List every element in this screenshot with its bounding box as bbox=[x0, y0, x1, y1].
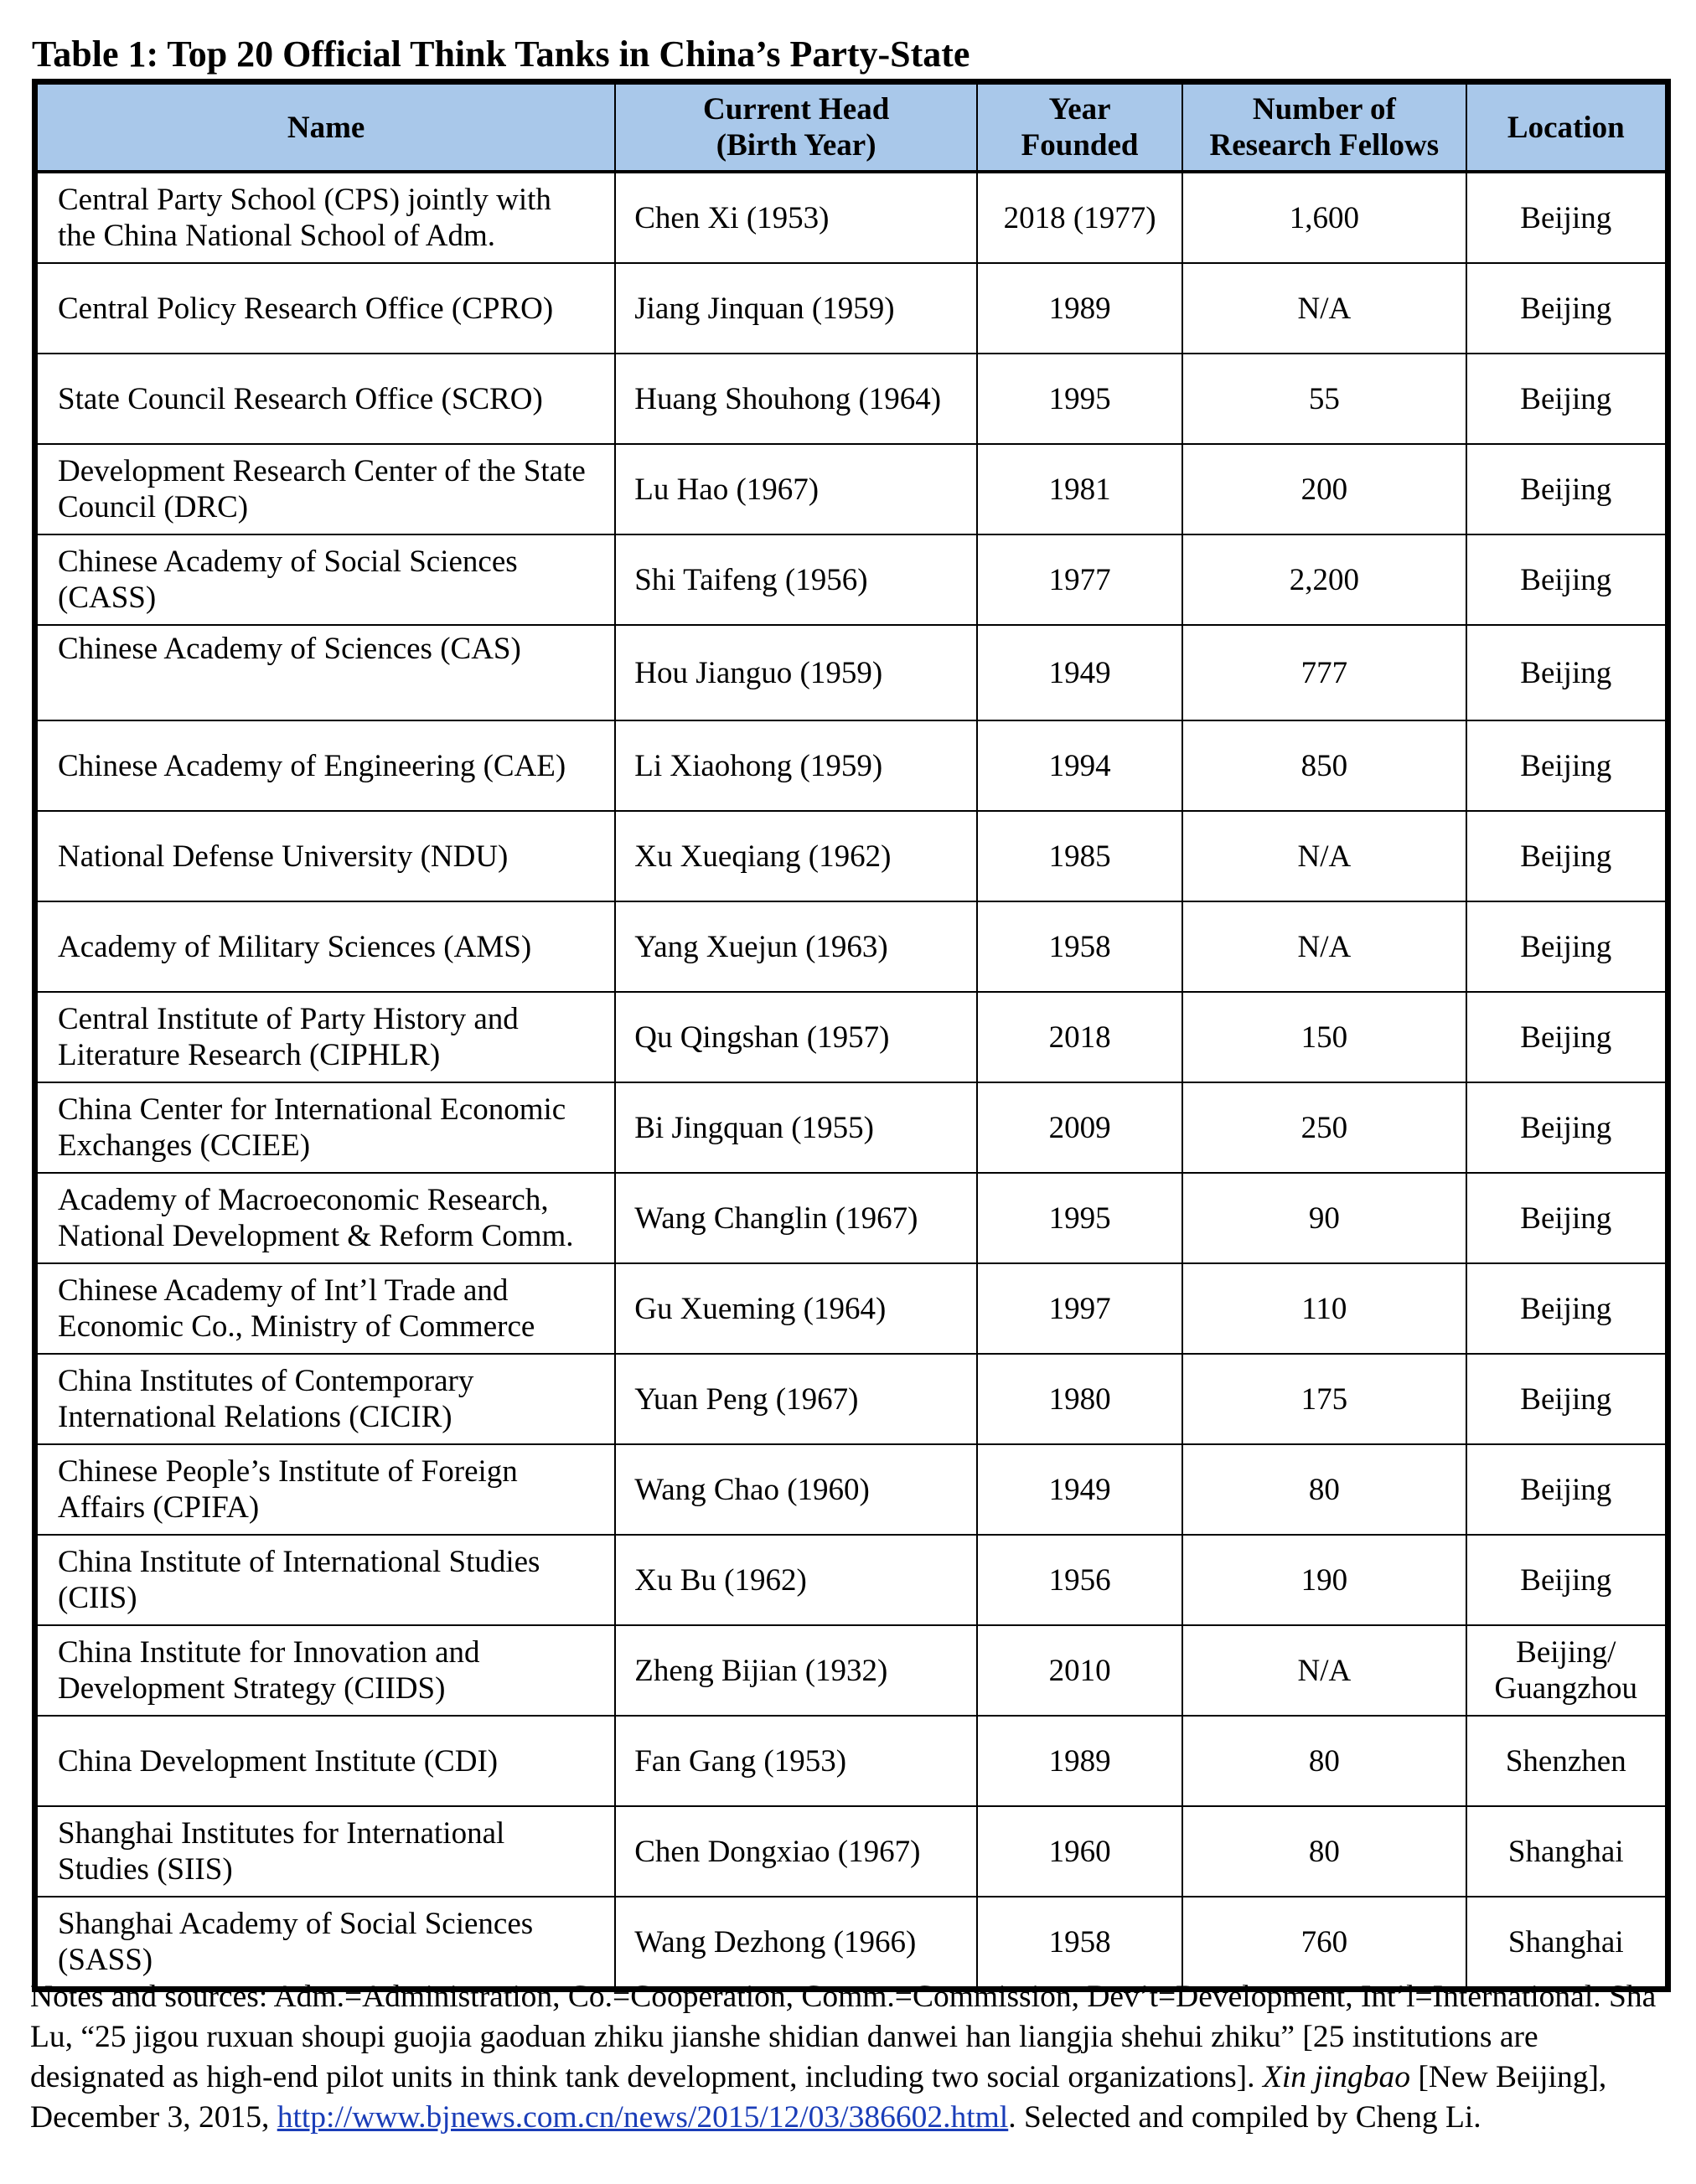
cell-research-fellows bbox=[1182, 1897, 1466, 1987]
table-row bbox=[37, 534, 1666, 625]
cell-name-text: Chinese Academy of Int’l Trade and bbox=[58, 1273, 509, 1308]
cell-current-head bbox=[615, 811, 977, 901]
table-body bbox=[37, 172, 1666, 1987]
cell-research-fellows-text: 80 bbox=[1308, 1834, 1340, 1869]
table-row bbox=[37, 1354, 1666, 1444]
cell-current-head-text: Qu Qingshan (1957) bbox=[634, 1020, 890, 1055]
cell-research-fellows-text: 90 bbox=[1308, 1200, 1340, 1236]
cell-research-fellows bbox=[1182, 1444, 1466, 1535]
cell-location-text: Beijing bbox=[1520, 748, 1612, 783]
cell-current-head-text: Chen Dongxiao (1967) bbox=[634, 1834, 921, 1869]
cell-name-text: Academy of Military Sciences (AMS) bbox=[58, 929, 532, 964]
cell-name bbox=[37, 1263, 615, 1354]
cell-research-fellows bbox=[1182, 263, 1466, 354]
cell-year-founded bbox=[977, 901, 1182, 992]
cell-location-text: Beijing bbox=[1520, 562, 1612, 597]
cell-year-founded bbox=[977, 1082, 1182, 1173]
table-row bbox=[37, 1263, 1666, 1354]
cell-research-fellows bbox=[1182, 1716, 1466, 1806]
cell-name-text: Economic Co., Ministry of Commerce bbox=[58, 1309, 535, 1344]
cell-research-fellows-text: N/A bbox=[1297, 839, 1352, 874]
cell-location bbox=[1466, 1716, 1666, 1806]
think-tank-table bbox=[36, 83, 1667, 1988]
cell-research-fellows bbox=[1182, 534, 1466, 625]
cell-location-text: Beijing bbox=[1520, 1020, 1612, 1055]
cell-research-fellows bbox=[1182, 1354, 1466, 1444]
cell-name-text: China Center for International Economic bbox=[58, 1092, 566, 1127]
cell-research-fellows-text: 200 bbox=[1300, 472, 1348, 507]
cell-current-head-text: Wang Changlin (1967) bbox=[634, 1200, 918, 1236]
cell-name-text: Shanghai Academy of Social Sciences bbox=[58, 1907, 534, 1941]
cell-name-text: Central Institute of Party History and bbox=[58, 1002, 519, 1036]
cell-location-text: Beijing bbox=[1520, 1200, 1612, 1236]
cell-research-fellows bbox=[1182, 1082, 1466, 1173]
cell-year-founded-text: 1995 bbox=[1048, 381, 1111, 416]
cell-research-fellows-text: 175 bbox=[1300, 1381, 1348, 1417]
cell-research-fellows-text: 80 bbox=[1308, 1472, 1340, 1507]
cell-current-head bbox=[615, 720, 977, 811]
cell-current-head bbox=[615, 444, 977, 534]
cell-name-text: Chinese Academy of Sciences (CAS) bbox=[58, 632, 521, 666]
cell-current-head-text: Gu Xueming (1964) bbox=[634, 1291, 887, 1326]
cell-name bbox=[37, 354, 615, 444]
header-name: Name bbox=[37, 84, 615, 172]
cell-year-founded bbox=[977, 811, 1182, 901]
cell-location-text: Shanghai bbox=[1507, 1834, 1624, 1869]
cell-year-founded-text: 1989 bbox=[1048, 1743, 1111, 1779]
cell-name-text: Development Research Center of the State bbox=[58, 454, 586, 488]
cell-location bbox=[1466, 1173, 1666, 1263]
cell-year-founded-text: 1949 bbox=[1048, 1472, 1111, 1507]
cell-name-text: China Institutes of Contemporary bbox=[58, 1364, 474, 1398]
cell-research-fellows bbox=[1182, 1806, 1466, 1897]
cell-year-founded bbox=[977, 625, 1182, 720]
cell-current-head bbox=[615, 901, 977, 992]
cell-name bbox=[37, 1716, 615, 1806]
cell-current-head bbox=[615, 1444, 977, 1535]
cell-location bbox=[1466, 901, 1666, 992]
cell-location-text: Beijing bbox=[1520, 1472, 1612, 1507]
cell-location bbox=[1466, 811, 1666, 901]
cell-location-text: Beijing bbox=[1520, 655, 1612, 690]
cell-research-fellows bbox=[1182, 1263, 1466, 1354]
cell-name-text: Central Policy Research Office (CPRO) bbox=[58, 291, 554, 326]
cell-location bbox=[1466, 1444, 1666, 1535]
cell-year-founded bbox=[977, 263, 1182, 354]
cell-location bbox=[1466, 1354, 1666, 1444]
cell-current-head bbox=[615, 1625, 977, 1716]
table-row bbox=[37, 1444, 1666, 1535]
cell-location bbox=[1466, 1806, 1666, 1897]
cell-location bbox=[1466, 1535, 1666, 1625]
cell-name-text: (CIIS) bbox=[58, 1581, 137, 1615]
cell-name-text: Council (DRC) bbox=[58, 490, 249, 524]
cell-name-text: National Defense University (NDU) bbox=[58, 839, 509, 874]
cell-current-head bbox=[615, 992, 977, 1082]
cell-name bbox=[37, 625, 615, 720]
cell-year-founded bbox=[977, 1625, 1182, 1716]
table-row bbox=[37, 720, 1666, 811]
cell-current-head bbox=[615, 172, 977, 263]
cell-location bbox=[1466, 992, 1666, 1082]
cell-research-fellows bbox=[1182, 625, 1466, 720]
cell-research-fellows bbox=[1182, 811, 1466, 901]
cell-year-founded bbox=[977, 720, 1182, 811]
header-location: Location bbox=[1466, 84, 1666, 172]
cell-research-fellows bbox=[1182, 720, 1466, 811]
cell-name bbox=[37, 1173, 615, 1263]
cell-name-text: (CASS) bbox=[58, 581, 157, 615]
cell-name-text: International Relations (CICIR) bbox=[58, 1400, 452, 1434]
cell-year-founded-text: 1956 bbox=[1048, 1562, 1111, 1598]
cell-current-head bbox=[615, 263, 977, 354]
cell-name-text: Chinese Academy of Social Sciences bbox=[58, 545, 518, 579]
cell-location-text: Beijing bbox=[1520, 1291, 1612, 1326]
table-row bbox=[37, 1625, 1666, 1716]
cell-current-head bbox=[615, 534, 977, 625]
cell-research-fellows-text: 1,600 bbox=[1289, 200, 1359, 235]
table-header-row bbox=[37, 84, 1666, 172]
cell-current-head bbox=[615, 354, 977, 444]
cell-current-head-text: Fan Gang (1953) bbox=[634, 1743, 847, 1779]
cell-research-fellows-text: 150 bbox=[1300, 1020, 1348, 1055]
cell-name-text: China Institute of International Studies bbox=[58, 1545, 540, 1579]
cell-research-fellows bbox=[1182, 444, 1466, 534]
source-link[interactable]: http://www.bjnews.com.cn/news/2015/12/03/386602.html bbox=[277, 2100, 1009, 2135]
cell-current-head bbox=[615, 1354, 977, 1444]
cell-name-text: Exchanges (CCIEE) bbox=[58, 1128, 311, 1163]
cell-research-fellows bbox=[1182, 992, 1466, 1082]
cell-year-founded bbox=[977, 1716, 1182, 1806]
cell-name-text: the China National School of Adm. bbox=[58, 219, 496, 253]
cell-current-head-text: Zheng Bijian (1932) bbox=[634, 1653, 888, 1688]
cell-year-founded-text: 1985 bbox=[1048, 839, 1111, 874]
cell-current-head bbox=[615, 1716, 977, 1806]
cell-current-head bbox=[615, 1263, 977, 1354]
cell-location bbox=[1466, 354, 1666, 444]
cell-year-founded-text: 1989 bbox=[1048, 291, 1111, 326]
cell-current-head-text: Wang Chao (1960) bbox=[634, 1472, 870, 1507]
cell-name bbox=[37, 263, 615, 354]
cell-current-head-text: Lu Hao (1967) bbox=[634, 472, 820, 507]
header-year-founded: Year Founded bbox=[977, 84, 1182, 172]
cell-location bbox=[1466, 263, 1666, 354]
table-row bbox=[37, 1806, 1666, 1897]
cell-name-text: China Development Institute (CDI) bbox=[58, 1743, 499, 1779]
cell-research-fellows bbox=[1182, 172, 1466, 263]
cell-current-head-text: Li Xiaohong (1959) bbox=[634, 748, 883, 783]
cell-research-fellows bbox=[1182, 1625, 1466, 1716]
cell-name-text: Development Strategy (CIIDS) bbox=[58, 1671, 446, 1706]
cell-name bbox=[37, 172, 615, 263]
cell-current-head-text: Hou Jianguo (1959) bbox=[634, 655, 883, 690]
notes-and-sources bbox=[30, 1977, 1673, 2138]
cell-research-fellows-text: 760 bbox=[1300, 1924, 1348, 1959]
cell-location-text: Beijing bbox=[1520, 472, 1612, 507]
table-row bbox=[37, 901, 1666, 992]
cell-name-text: National Development & Reform Comm. bbox=[58, 1219, 574, 1253]
cell-research-fellows-text: 850 bbox=[1300, 748, 1348, 783]
cell-location-text: Beijing bbox=[1520, 929, 1612, 964]
table-row bbox=[37, 444, 1666, 534]
cell-current-head-text: Bi Jingquan (1955) bbox=[634, 1110, 874, 1145]
cell-name bbox=[37, 1806, 615, 1897]
cell-name bbox=[37, 444, 615, 534]
notes-journal: Xin jingbao bbox=[1262, 2060, 1410, 2094]
cell-current-head bbox=[615, 1173, 977, 1263]
cell-year-founded bbox=[977, 1263, 1182, 1354]
cell-location-text: Beijing bbox=[1520, 200, 1612, 235]
cell-year-founded-text: 1997 bbox=[1048, 1291, 1111, 1326]
cell-name bbox=[37, 811, 615, 901]
cell-location-text: Shenzhen bbox=[1505, 1743, 1626, 1779]
cell-year-founded-text: 2010 bbox=[1048, 1653, 1111, 1688]
cell-year-founded bbox=[977, 534, 1182, 625]
cell-research-fellows bbox=[1182, 901, 1466, 992]
cell-research-fellows bbox=[1182, 1535, 1466, 1625]
cell-current-head-text: Xu Xueqiang (1962) bbox=[634, 839, 892, 874]
table-title: Table 1: Top 20 Official Think Tanks in China’s Party-State bbox=[32, 34, 970, 75]
cell-location-text: Shanghai bbox=[1507, 1924, 1624, 1959]
cell-name-text: State Council Research Office (SCRO) bbox=[58, 381, 543, 416]
cell-year-founded bbox=[977, 992, 1182, 1082]
cell-year-founded-text: 1977 bbox=[1048, 562, 1111, 597]
cell-location bbox=[1466, 534, 1666, 625]
cell-location bbox=[1466, 1082, 1666, 1173]
cell-current-head-text: Yuan Peng (1967) bbox=[634, 1381, 859, 1417]
cell-year-founded-text: 1994 bbox=[1048, 748, 1111, 783]
cell-research-fellows-text: N/A bbox=[1297, 929, 1352, 964]
cell-current-head-text: Jiang Jinquan (1959) bbox=[634, 291, 895, 326]
cell-year-founded-text: 1958 bbox=[1048, 1924, 1111, 1959]
table-row bbox=[37, 1897, 1666, 1987]
cell-year-founded-text: 2018 (1977) bbox=[1003, 200, 1156, 235]
cell-current-head-text: Wang Dezhong (1966) bbox=[634, 1924, 917, 1959]
cell-name-text: Central Party School (CPS) jointly with bbox=[58, 183, 551, 217]
cell-location bbox=[1466, 172, 1666, 263]
cell-name bbox=[37, 720, 615, 811]
cell-year-founded bbox=[977, 1444, 1182, 1535]
cell-research-fellows-text: 110 bbox=[1301, 1291, 1347, 1326]
cell-name-text: Affairs (CPIFA) bbox=[58, 1490, 260, 1525]
cell-year-founded bbox=[977, 1806, 1182, 1897]
cell-research-fellows-text: 777 bbox=[1300, 655, 1348, 690]
cell-location bbox=[1466, 625, 1666, 720]
table-row bbox=[37, 1173, 1666, 1263]
cell-research-fellows-text: 190 bbox=[1300, 1562, 1348, 1598]
cell-location-text: Beijing bbox=[1520, 1110, 1612, 1145]
cell-research-fellows bbox=[1182, 354, 1466, 444]
cell-name-text: Literature Research (CIPHLR) bbox=[58, 1038, 441, 1072]
cell-name-text: Chinese Academy of Engineering (CAE) bbox=[58, 748, 566, 783]
cell-name bbox=[37, 1082, 615, 1173]
cell-location-text: Beijing bbox=[1520, 291, 1612, 326]
cell-year-founded bbox=[977, 1173, 1182, 1263]
cell-current-head bbox=[615, 1806, 977, 1897]
cell-research-fellows-text: N/A bbox=[1297, 1653, 1352, 1688]
notes-citation: [New Beijing], December 3, 2015, bbox=[30, 2060, 1607, 2135]
cell-year-founded bbox=[977, 172, 1182, 263]
cell-research-fellows-text: 2,200 bbox=[1289, 562, 1359, 597]
cell-year-founded-text: 1981 bbox=[1048, 472, 1111, 507]
cell-location-text: Beijing/ bbox=[1516, 1635, 1616, 1670]
cell-location-text: Guangzhou bbox=[1494, 1671, 1638, 1706]
table-row bbox=[37, 1716, 1666, 1806]
table-row bbox=[37, 811, 1666, 901]
table-row bbox=[37, 1535, 1666, 1625]
cell-current-head bbox=[615, 1535, 977, 1625]
cell-name bbox=[37, 1535, 615, 1625]
cell-location bbox=[1466, 1263, 1666, 1354]
table-row bbox=[37, 354, 1666, 444]
notes-credit: . Selected and compiled by Cheng Li. bbox=[1008, 2100, 1481, 2135]
cell-research-fellows bbox=[1182, 1173, 1466, 1263]
cell-location-text: Beijing bbox=[1520, 381, 1612, 416]
cell-name-text: Academy of Macroeconomic Research, bbox=[58, 1183, 549, 1217]
table-row bbox=[37, 263, 1666, 354]
cell-current-head bbox=[615, 625, 977, 720]
notes-text: Notes and sources: Adm.=Administration, Co.=Cooperation, Comm.=Commission, Dev’t=Development, Int’l=International. Sha Lu, “25 jigou ruxuan shoupi guojia gaoduan zhiku jianshe shidian danwei han liangjia shehui zhiku” [25 institutions are designated as high-end pilot units in think tank development, including two social organizations]. bbox=[30, 1980, 1657, 2094]
cell-name bbox=[37, 1444, 615, 1535]
cell-name-text: Shanghai Institutes for International bbox=[58, 1816, 505, 1851]
header-research-fellows: Number of Research Fellows bbox=[1182, 84, 1466, 172]
table-row bbox=[37, 172, 1666, 263]
cell-location-text: Beijing bbox=[1520, 839, 1612, 874]
table-row bbox=[37, 625, 1666, 720]
cell-name bbox=[37, 1897, 615, 1987]
cell-research-fellows-text: 55 bbox=[1308, 381, 1340, 416]
cell-name-text: China Institute for Innovation and bbox=[58, 1635, 480, 1670]
cell-year-founded-text: 2018 bbox=[1048, 1020, 1111, 1055]
cell-year-founded bbox=[977, 1897, 1182, 1987]
header-current-head: Current Head (Birth Year) bbox=[615, 84, 977, 172]
cell-name bbox=[37, 992, 615, 1082]
cell-current-head-text: Shi Taifeng (1956) bbox=[634, 562, 868, 597]
cell-name-text: Chinese People’s Institute of Foreign bbox=[58, 1454, 518, 1489]
cell-location-text: Beijing bbox=[1520, 1562, 1612, 1598]
cell-current-head bbox=[615, 1897, 977, 1987]
cell-name-text: (SASS) bbox=[58, 1943, 153, 1977]
cell-year-founded-text: 2009 bbox=[1048, 1110, 1111, 1145]
cell-year-founded-text: 1960 bbox=[1048, 1834, 1111, 1869]
cell-name bbox=[37, 1354, 615, 1444]
table-row bbox=[37, 1082, 1666, 1173]
cell-current-head-text: Yang Xuejun (1963) bbox=[634, 929, 888, 964]
cell-year-founded-text: 1995 bbox=[1048, 1200, 1111, 1236]
cell-year-founded bbox=[977, 1535, 1182, 1625]
cell-name-text: Studies (SIIS) bbox=[58, 1852, 233, 1887]
cell-current-head-text: Xu Bu (1962) bbox=[634, 1562, 807, 1598]
cell-location-text: Beijing bbox=[1520, 1381, 1612, 1417]
cell-current-head bbox=[615, 1082, 977, 1173]
cell-location bbox=[1466, 1897, 1666, 1987]
cell-research-fellows-text: N/A bbox=[1297, 291, 1352, 326]
cell-year-founded bbox=[977, 354, 1182, 444]
cell-research-fellows-text: 80 bbox=[1308, 1743, 1340, 1779]
cell-current-head-text: Huang Shouhong (1964) bbox=[634, 381, 942, 416]
cell-year-founded-text: 1949 bbox=[1048, 655, 1111, 690]
cell-location bbox=[1466, 444, 1666, 534]
table-row bbox=[37, 992, 1666, 1082]
cell-current-head-text: Chen Xi (1953) bbox=[634, 200, 830, 235]
cell-location bbox=[1466, 720, 1666, 811]
cell-year-founded bbox=[977, 1354, 1182, 1444]
cell-name bbox=[37, 1625, 615, 1716]
cell-location bbox=[1466, 1625, 1666, 1716]
cell-name bbox=[37, 534, 615, 625]
cell-name bbox=[37, 901, 615, 992]
cell-year-founded-text: 1958 bbox=[1048, 929, 1111, 964]
cell-year-founded bbox=[977, 444, 1182, 534]
think-tank-table-frame bbox=[32, 79, 1671, 1992]
cell-research-fellows-text: 250 bbox=[1300, 1110, 1348, 1145]
cell-year-founded-text: 1980 bbox=[1048, 1381, 1111, 1417]
